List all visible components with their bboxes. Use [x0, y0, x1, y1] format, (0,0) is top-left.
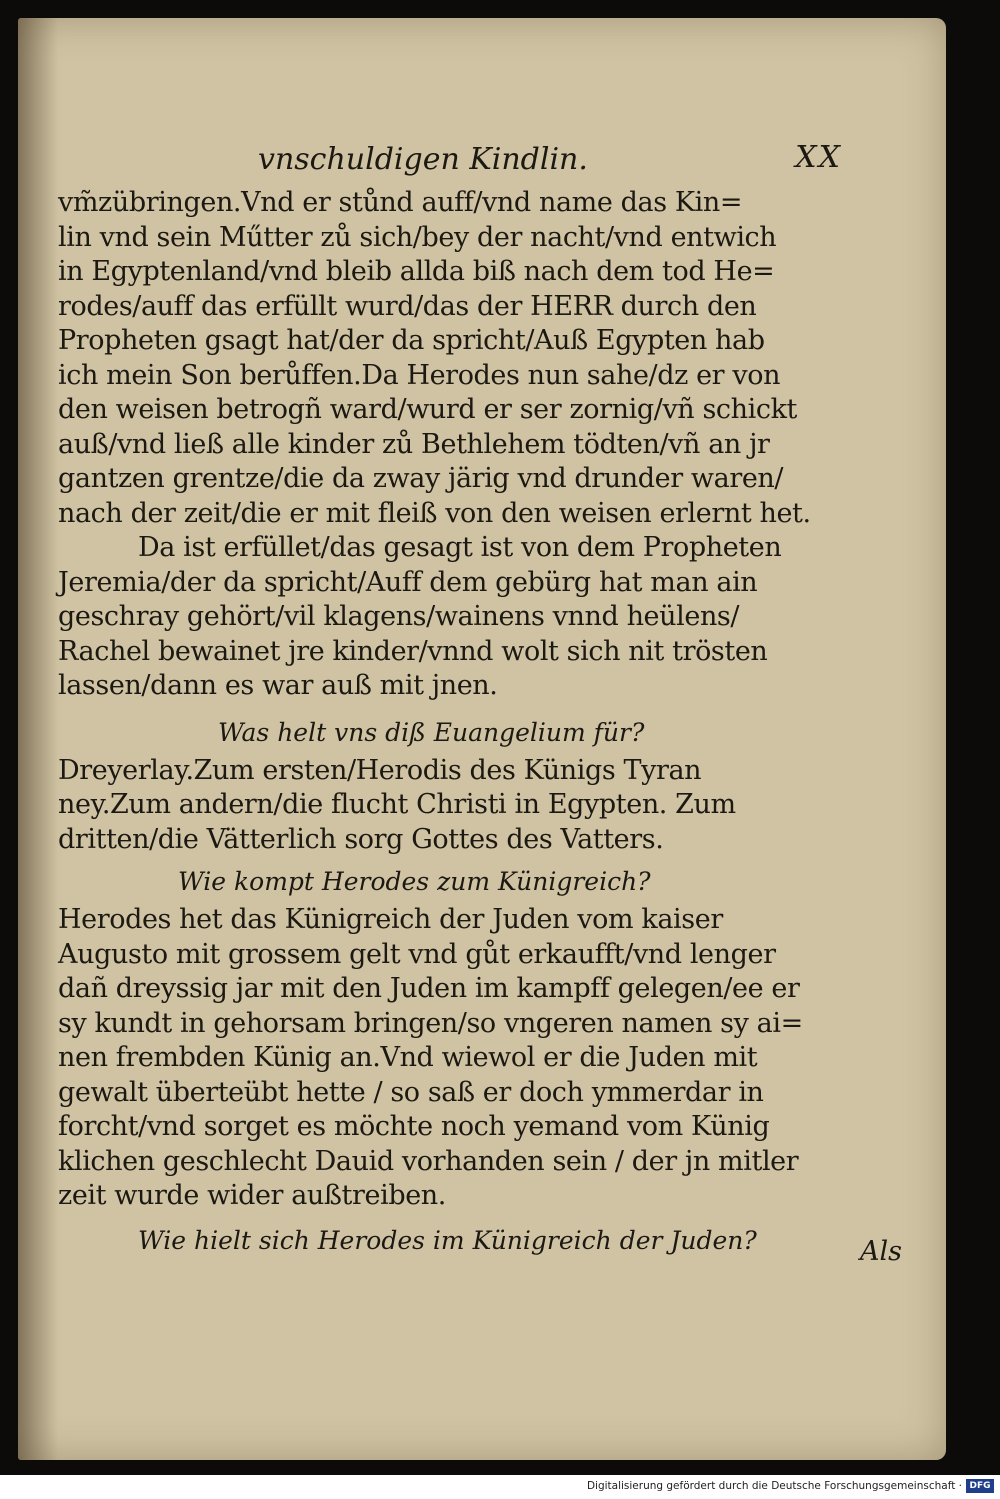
- text-line: forcht/vnd sorget es möchte noch yemand vom Künig: [58, 1111, 770, 1142]
- running-head: [58, 136, 842, 186]
- text-line: den weisen betrogñ ward/wurd er ser zornig/vñ schickt: [58, 394, 798, 425]
- text-line: in Egyptenland/vnd bleib allda biß nach dem tod He=: [58, 256, 775, 287]
- text-line: lin vnd sein Műtter zů sich/bey der nacht/vnd entwich: [58, 221, 777, 253]
- text-line: Da ist erfüllet/das gesagt ist von dem Propheten: [138, 532, 782, 563]
- funding-credit: Digitalisierung gefördert durch die Deutsche Forschungsgemeinschaft ·: [586, 1480, 962, 1492]
- page-text: [58, 136, 842, 1262]
- dfg-logo: DFG: [966, 1479, 994, 1493]
- text-line: ich mein Son berůffen.Da Herodes nun sahe/dz er von: [58, 359, 781, 391]
- question-heading: Wie hielt sich Herodes im Künigreich der Juden?: [138, 1225, 757, 1255]
- footer-bar: [0, 1475, 1000, 1499]
- text-line: Jeremia/der da spricht/Auff dem gebürg hat man ain: [58, 566, 758, 598]
- text-line: sy kundt in gehorsam bringen/so vngeren namen sy ai=: [58, 1007, 803, 1039]
- book-page: [18, 18, 946, 1460]
- text-line: Dreyerlay.Zum ersten/Herodis des Künigs Tyran: [58, 754, 702, 786]
- paragraph-4: [58, 903, 818, 1214]
- text-line: Herodes het das Künigreich der Juden vom kaiser: [58, 904, 723, 935]
- text-line: gewalt überteübt hette / so saß er doch ymmerdar in: [58, 1076, 764, 1108]
- question-heading: Was helt vns diß Euangelium für?: [218, 717, 645, 747]
- text-line: klichen geschlecht Dauid vorhanden sein / der jn mitler: [58, 1145, 799, 1177]
- text-line: geschray gehört/vil klagens/wainens vnnd heülens/: [58, 601, 740, 632]
- folio-number: XX: [795, 140, 842, 175]
- text-line: gantzen grentze/die da zway järig vnd drunder waren/: [58, 463, 784, 494]
- text-line: dañ dreyssig jar mit den Juden im kampff gelegen/ee er: [58, 973, 800, 1004]
- text-line: auß/vnd ließ alle kinder zů Bethlehem tödten/vñ an jr: [58, 428, 770, 460]
- paragraph-3: [58, 754, 818, 858]
- text-line: rodes/auff das erfüllt wurd/das der HERR durch den: [58, 290, 757, 322]
- running-title: vnschuldigen Kindlin.: [258, 142, 588, 177]
- text-line: Augusto mit grossem gelt vnd gůt erkaufft/vnd lenger: [58, 938, 776, 970]
- text-line: ney.Zum andern/die flucht Christi in Egypten. Zum: [58, 789, 736, 820]
- text-line: nach der zeit/die er mit fleiß von den weisen erlernt het.: [58, 497, 811, 529]
- question-heading: Wie kompt Herodes zum Künigreich?: [178, 867, 651, 896]
- text-line: vm̃zübringen.Vnd er stůnd auff/vnd name das Kin=: [58, 187, 743, 218]
- text-line: Propheten gsagt hat/der da spricht/Auß Egypten hab: [58, 325, 765, 356]
- text-line: nen frembden Künig an.Vnd wiewol er die Juden mit: [58, 1042, 758, 1073]
- text-line: lassen/dann es war auß mit jnen.: [58, 670, 498, 701]
- paragraph-1: [58, 186, 818, 531]
- catchword: Als: [860, 1236, 902, 1267]
- text-line: dritten/die Vätterlich sorg Gottes des Vatters.: [58, 823, 664, 855]
- text-line: Rachel bewainet jre kinder/vnnd wolt sich nit trösten: [58, 635, 768, 667]
- text-line: zeit wurde wider außtreiben.: [58, 1180, 446, 1211]
- paragraph-2: [58, 531, 818, 704]
